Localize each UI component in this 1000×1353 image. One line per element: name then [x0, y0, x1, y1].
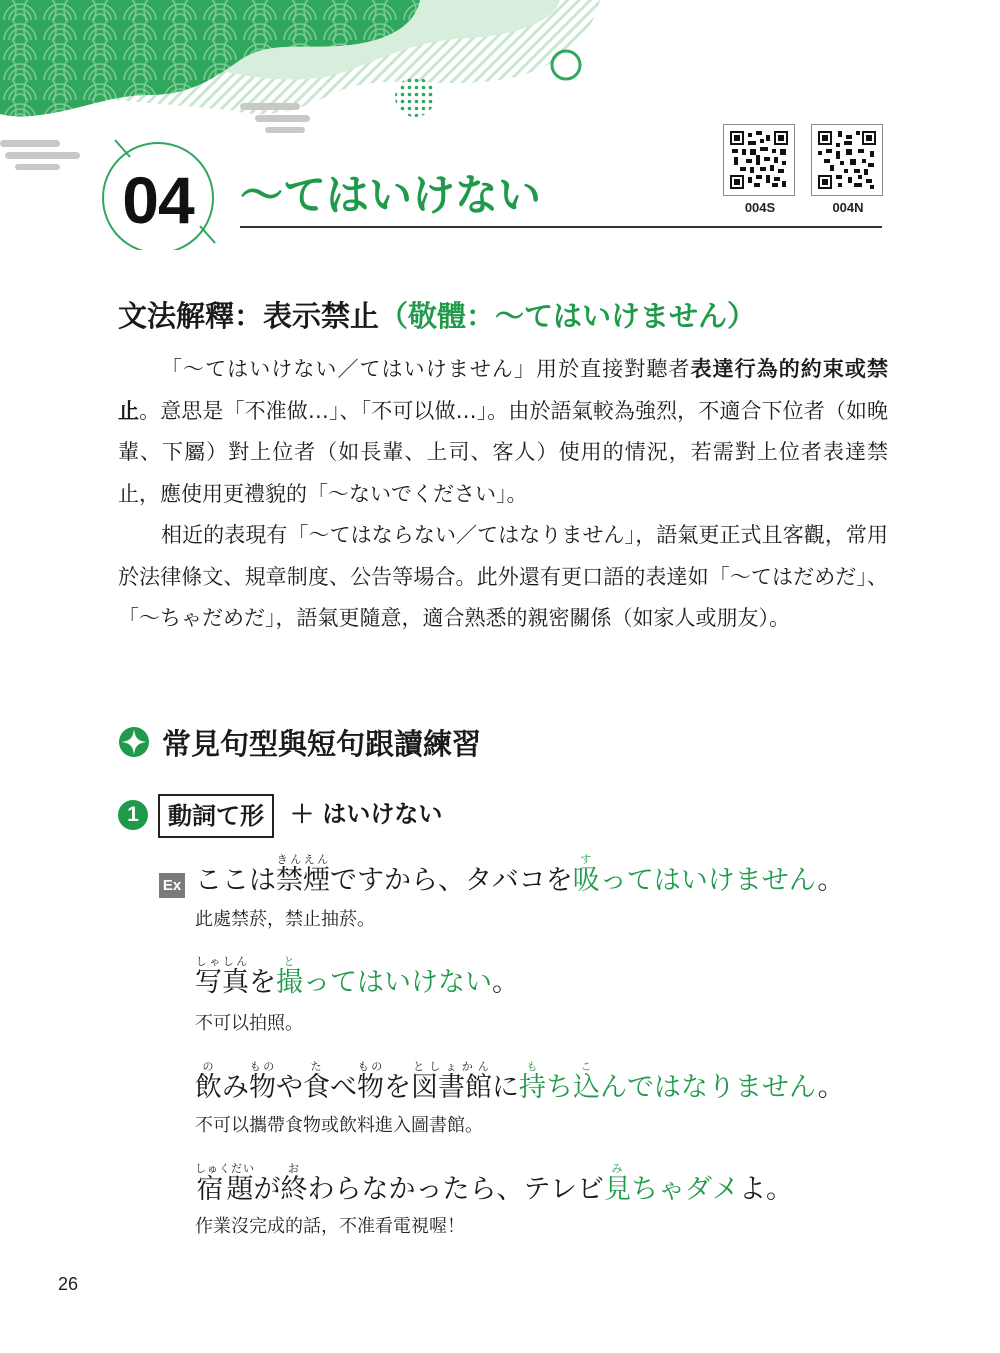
kanji: 食 [303, 1072, 330, 1103]
sentence-text: べ [330, 1072, 357, 1103]
example-sentence-1 [195, 851, 844, 911]
target-grammar: ってはいけない [303, 967, 492, 998]
grammar-paragraph-1 [118, 349, 888, 515]
example-translation-2: 不可以拍照。 [195, 1013, 303, 1034]
kanji: 物 [357, 1072, 384, 1103]
furigana: もの [357, 1060, 384, 1073]
furigana: こ [573, 1060, 600, 1073]
furigana: も [519, 1060, 546, 1073]
kanji: 物 [249, 1072, 276, 1103]
target-grammar: んではなりません [600, 1072, 818, 1103]
example-translation-1: 此處禁菸，禁止抽菸。 [195, 909, 375, 930]
section-heading: 常見句型與短句跟讀練習 [162, 727, 482, 761]
furigana: しゃしん [195, 955, 249, 968]
lesson-number: 04 [122, 163, 194, 237]
kanji: 禁煙 [276, 865, 330, 896]
qr-code-icon[interactable] [811, 124, 883, 196]
sentence-text: 。 [817, 865, 845, 896]
target-grammar: ちゃダメ [630, 1174, 739, 1205]
furigana: きんえん [276, 853, 330, 866]
furigana: お [280, 1162, 308, 1175]
grammar-heading-polite: （敬體：～てはいけません） [379, 299, 757, 333]
paragraph-text: 「～てはいけない／てはいけません」用於直接對聽者 [161, 357, 691, 381]
example-sentence-4 [195, 1160, 793, 1220]
lesson-title: ～てはいけない [240, 171, 541, 221]
sentence-text: よ。 [738, 1174, 793, 1205]
furigana: と [276, 955, 303, 968]
kanji: 見 [603, 1174, 631, 1205]
paragraph-emphasis: 表達行為的約束或禁止 [118, 357, 888, 423]
target-grammar: ってはいけません [599, 865, 818, 896]
grammar-heading [118, 296, 756, 336]
pattern-boxed-term: 動詞て形 [158, 794, 274, 838]
kanji: 終 [280, 1174, 308, 1205]
furigana: しゅくだい [195, 1162, 255, 1175]
kanji: 込 [573, 1072, 600, 1103]
sentence-text: を [249, 967, 276, 998]
sentence-text: わらなかったら、テレビ [307, 1174, 604, 1205]
pattern-number-badge: 1 [118, 800, 148, 830]
example-translation-4: 作業沒完成的話，不准看電視喔！ [195, 1216, 465, 1237]
sentence-text: を [384, 1072, 411, 1103]
kanji: 持 [519, 1072, 546, 1103]
furigana: もの [249, 1060, 276, 1073]
kanji: 吸 [572, 865, 600, 896]
grammar-heading-main: 文法解釋：表示禁止 [118, 299, 380, 333]
sentence-text: 。 [492, 967, 519, 998]
kanji: 写真 [195, 967, 249, 998]
sentence-text: み [222, 1072, 249, 1103]
target-grammar: ち [546, 1072, 573, 1103]
furigana: み [603, 1162, 631, 1175]
kanji: 宿題 [195, 1174, 255, 1205]
furigana: す [572, 853, 600, 866]
sentence-text: ここは [195, 865, 276, 896]
sentence-text: が [253, 1174, 281, 1205]
example-sentence-3 [195, 1058, 845, 1118]
example-translation-3: 不可以攜帶食物或飲料進入圖書館。 [195, 1115, 483, 1136]
title-underline [240, 226, 882, 228]
grammar-paragraph-2: 相近的表現有「～てはならない／てはなりません」，語氣更正式且客觀，常用於法律條文、規章制度、公告等場合。此外還有更口語的表達如「～てはだめだ」、「～ちゃだめだ」，語氣更隨意，適合熟悉的親密關係（如家人或朋友）。 [118, 523, 888, 630]
page-number: 26 [58, 1274, 79, 1294]
kanji: 飲 [195, 1072, 222, 1103]
qr-label-s: 004S [744, 200, 776, 215]
pattern-formula: ＋ はいけない [290, 800, 443, 828]
furigana: の [195, 1060, 222, 1073]
sentence-text: ですから、タバコを [330, 865, 573, 896]
sentence-text: に [492, 1072, 519, 1103]
qr-code-icon[interactable] [723, 124, 795, 196]
sentence-text: や [276, 1072, 303, 1103]
sentence-text: 。 [817, 1072, 845, 1103]
furigana: た [303, 1060, 330, 1073]
kanji: 図書館 [411, 1072, 492, 1103]
kanji: 撮 [276, 967, 303, 998]
example-sentence-2 [195, 953, 519, 1013]
qr-label-n: 004N [832, 200, 864, 215]
sparkle-icon [118, 726, 150, 758]
example-badge: Ex [159, 873, 185, 898]
furigana: としょかん [411, 1060, 492, 1073]
paragraph-text: 。意思是「不准做…」、「不可以做…」。由於語氣較為強烈，不適合下位者（如晚輩、下屬）對上位者（如長輩、上司、客人）使用的情況，若需對上位者表達禁止，應使用更禮貌的「～ないでください」。 [118, 398, 889, 506]
